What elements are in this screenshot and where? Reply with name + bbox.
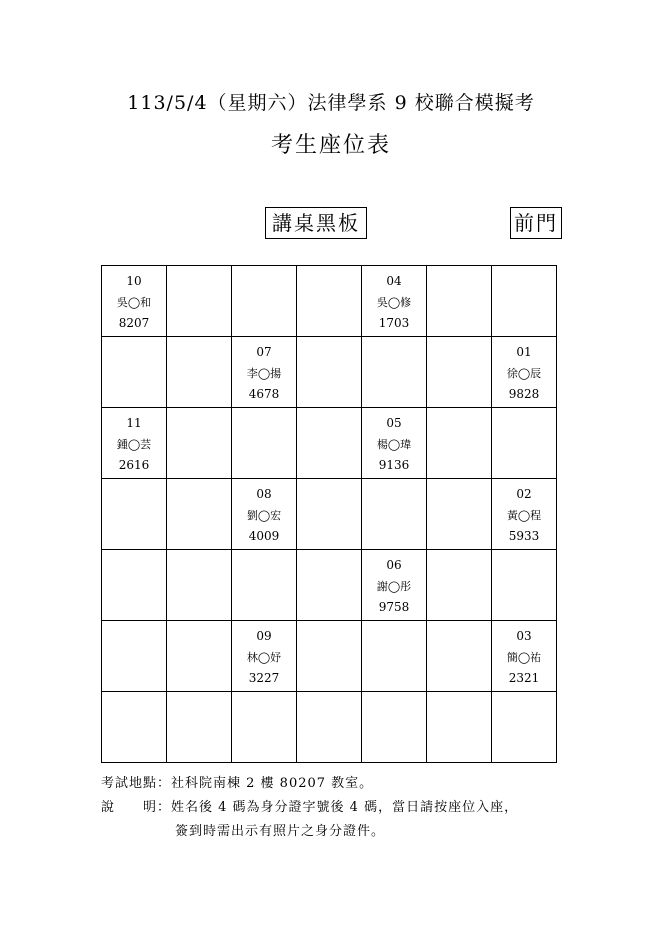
seat-cell-empty bbox=[232, 692, 297, 763]
seat-number: 07 bbox=[256, 345, 272, 359]
seat-cell-empty bbox=[167, 550, 232, 621]
id-suffix: 4678 bbox=[248, 387, 280, 401]
seat-cell-occupied bbox=[362, 408, 427, 479]
seat-cell-empty bbox=[492, 408, 557, 479]
id-suffix: 1703 bbox=[378, 316, 410, 330]
id-suffix: 5933 bbox=[508, 529, 540, 543]
remark-line-1: 姓名後 4 碼為身分證字號後 4 碼，當日請按座位入座， bbox=[171, 800, 519, 815]
seat-row bbox=[102, 621, 557, 692]
seat-cell-empty bbox=[167, 337, 232, 408]
student-name: 徐◯辰 bbox=[506, 367, 542, 380]
seat-cell-occupied bbox=[102, 408, 167, 479]
seat-info bbox=[362, 266, 426, 334]
remark-label: 說 明： bbox=[101, 800, 172, 815]
seat-row bbox=[102, 550, 557, 621]
student-name: 鍾◯芸 bbox=[116, 438, 152, 451]
seat-cell-empty bbox=[297, 408, 362, 479]
student-name: 林◯妤 bbox=[246, 651, 282, 664]
student-name: 黃◯程 bbox=[506, 509, 542, 522]
seat-cell-empty bbox=[297, 266, 362, 337]
seat-info bbox=[492, 621, 556, 689]
seat-cell-empty bbox=[102, 337, 167, 408]
seat-cell-empty bbox=[492, 692, 557, 763]
seat-cell-empty bbox=[427, 692, 492, 763]
seat-cell-occupied bbox=[232, 621, 297, 692]
location-row bbox=[101, 772, 518, 796]
student-name: 謝◯彤 bbox=[376, 580, 412, 593]
seat-cell-occupied bbox=[232, 479, 297, 550]
id-suffix: 4009 bbox=[248, 529, 280, 543]
seat-row bbox=[102, 266, 557, 337]
seat-number: 06 bbox=[386, 558, 402, 572]
seat-cell-occupied bbox=[492, 621, 557, 692]
seat-cell-occupied bbox=[492, 337, 557, 408]
seat-info bbox=[102, 266, 166, 334]
seat-cell-empty bbox=[102, 550, 167, 621]
page-title: 考生座位表 bbox=[270, 133, 391, 158]
seat-cell-empty bbox=[362, 692, 427, 763]
remark-row bbox=[101, 796, 518, 820]
seat-cell-empty bbox=[167, 266, 232, 337]
seat-cell-empty bbox=[362, 337, 427, 408]
podium-blackboard-label: 講桌黑板 bbox=[265, 207, 367, 239]
seat-row bbox=[102, 479, 557, 550]
seat-cell-empty bbox=[297, 621, 362, 692]
front-door-label: 前門 bbox=[510, 207, 562, 239]
location-label: 考試地點： bbox=[101, 776, 172, 791]
seat-number: 05 bbox=[386, 416, 402, 430]
seat-cell-empty bbox=[167, 692, 232, 763]
seat-cell-empty bbox=[232, 550, 297, 621]
student-name: 簡◯祐 bbox=[506, 651, 542, 664]
seat-cell-empty bbox=[232, 266, 297, 337]
seat-info bbox=[492, 479, 556, 547]
seat-cell-empty bbox=[297, 550, 362, 621]
id-suffix: 2321 bbox=[508, 671, 540, 685]
seat-number: 03 bbox=[516, 629, 532, 643]
seat-row bbox=[102, 337, 557, 408]
id-suffix: 8207 bbox=[118, 316, 150, 330]
notes bbox=[101, 772, 518, 844]
seat-info bbox=[362, 550, 426, 618]
seat-info bbox=[102, 408, 166, 476]
seating-chart bbox=[101, 265, 557, 763]
id-suffix: 9136 bbox=[378, 458, 410, 472]
seat-cell-occupied bbox=[492, 479, 557, 550]
seat-number: 11 bbox=[126, 416, 142, 430]
seat-cell-empty bbox=[297, 692, 362, 763]
seat-cell-empty bbox=[232, 408, 297, 479]
seat-cell-empty bbox=[427, 550, 492, 621]
seat-cell-occupied bbox=[362, 266, 427, 337]
seat-cell-empty bbox=[102, 692, 167, 763]
seat-number: 04 bbox=[386, 274, 402, 288]
seat-cell-occupied bbox=[232, 337, 297, 408]
seat-number: 09 bbox=[256, 629, 272, 643]
seat-cell-empty bbox=[362, 479, 427, 550]
seat-number: 01 bbox=[516, 345, 532, 359]
seat-cell-occupied bbox=[102, 266, 167, 337]
student-name: 吳◯和 bbox=[116, 296, 152, 309]
seat-cell-empty bbox=[297, 479, 362, 550]
seat-number: 10 bbox=[126, 274, 142, 288]
remark-row-2 bbox=[101, 820, 518, 844]
seat-number: 08 bbox=[256, 487, 272, 501]
seat-cell-empty bbox=[102, 479, 167, 550]
seat-cell-empty bbox=[492, 550, 557, 621]
seat-cell-empty bbox=[427, 337, 492, 408]
seat-cell-empty bbox=[167, 408, 232, 479]
seat-cell-empty bbox=[427, 266, 492, 337]
seat-cell-empty bbox=[167, 479, 232, 550]
seat-cell-empty bbox=[102, 621, 167, 692]
student-name: 吳◯修 bbox=[376, 296, 412, 309]
id-suffix: 9828 bbox=[508, 387, 540, 401]
id-suffix: 2616 bbox=[118, 458, 150, 472]
location-text: 社科院南棟 2 樓 80207 教室。 bbox=[171, 776, 374, 791]
seat-info bbox=[232, 621, 296, 689]
seat-info bbox=[232, 479, 296, 547]
seat-cell-empty bbox=[427, 479, 492, 550]
student-name: 李◯揚 bbox=[246, 367, 282, 380]
seat-cell-empty bbox=[427, 621, 492, 692]
student-name: 劉◯宏 bbox=[246, 509, 282, 522]
student-name: 楊◯瑋 bbox=[376, 438, 412, 451]
seat-info bbox=[232, 337, 296, 405]
seat-number: 02 bbox=[516, 487, 532, 501]
remark-line-2: 簽到時需出示有照片之身分證件。 bbox=[175, 824, 386, 839]
seat-info bbox=[362, 408, 426, 476]
seat-info bbox=[492, 337, 556, 405]
seat-cell-occupied bbox=[362, 550, 427, 621]
seat-row bbox=[102, 692, 557, 763]
seat-cell-empty bbox=[492, 266, 557, 337]
seat-cell-empty bbox=[427, 408, 492, 479]
exam-title: 113/5/4（星期六）法律學系 9 校聯合模擬考 bbox=[127, 92, 535, 114]
id-suffix: 3227 bbox=[248, 671, 280, 685]
seat-cell-empty bbox=[167, 621, 232, 692]
seat-cell-empty bbox=[362, 621, 427, 692]
seat-cell-empty bbox=[297, 337, 362, 408]
id-suffix: 9758 bbox=[378, 600, 410, 614]
seat-row bbox=[102, 408, 557, 479]
